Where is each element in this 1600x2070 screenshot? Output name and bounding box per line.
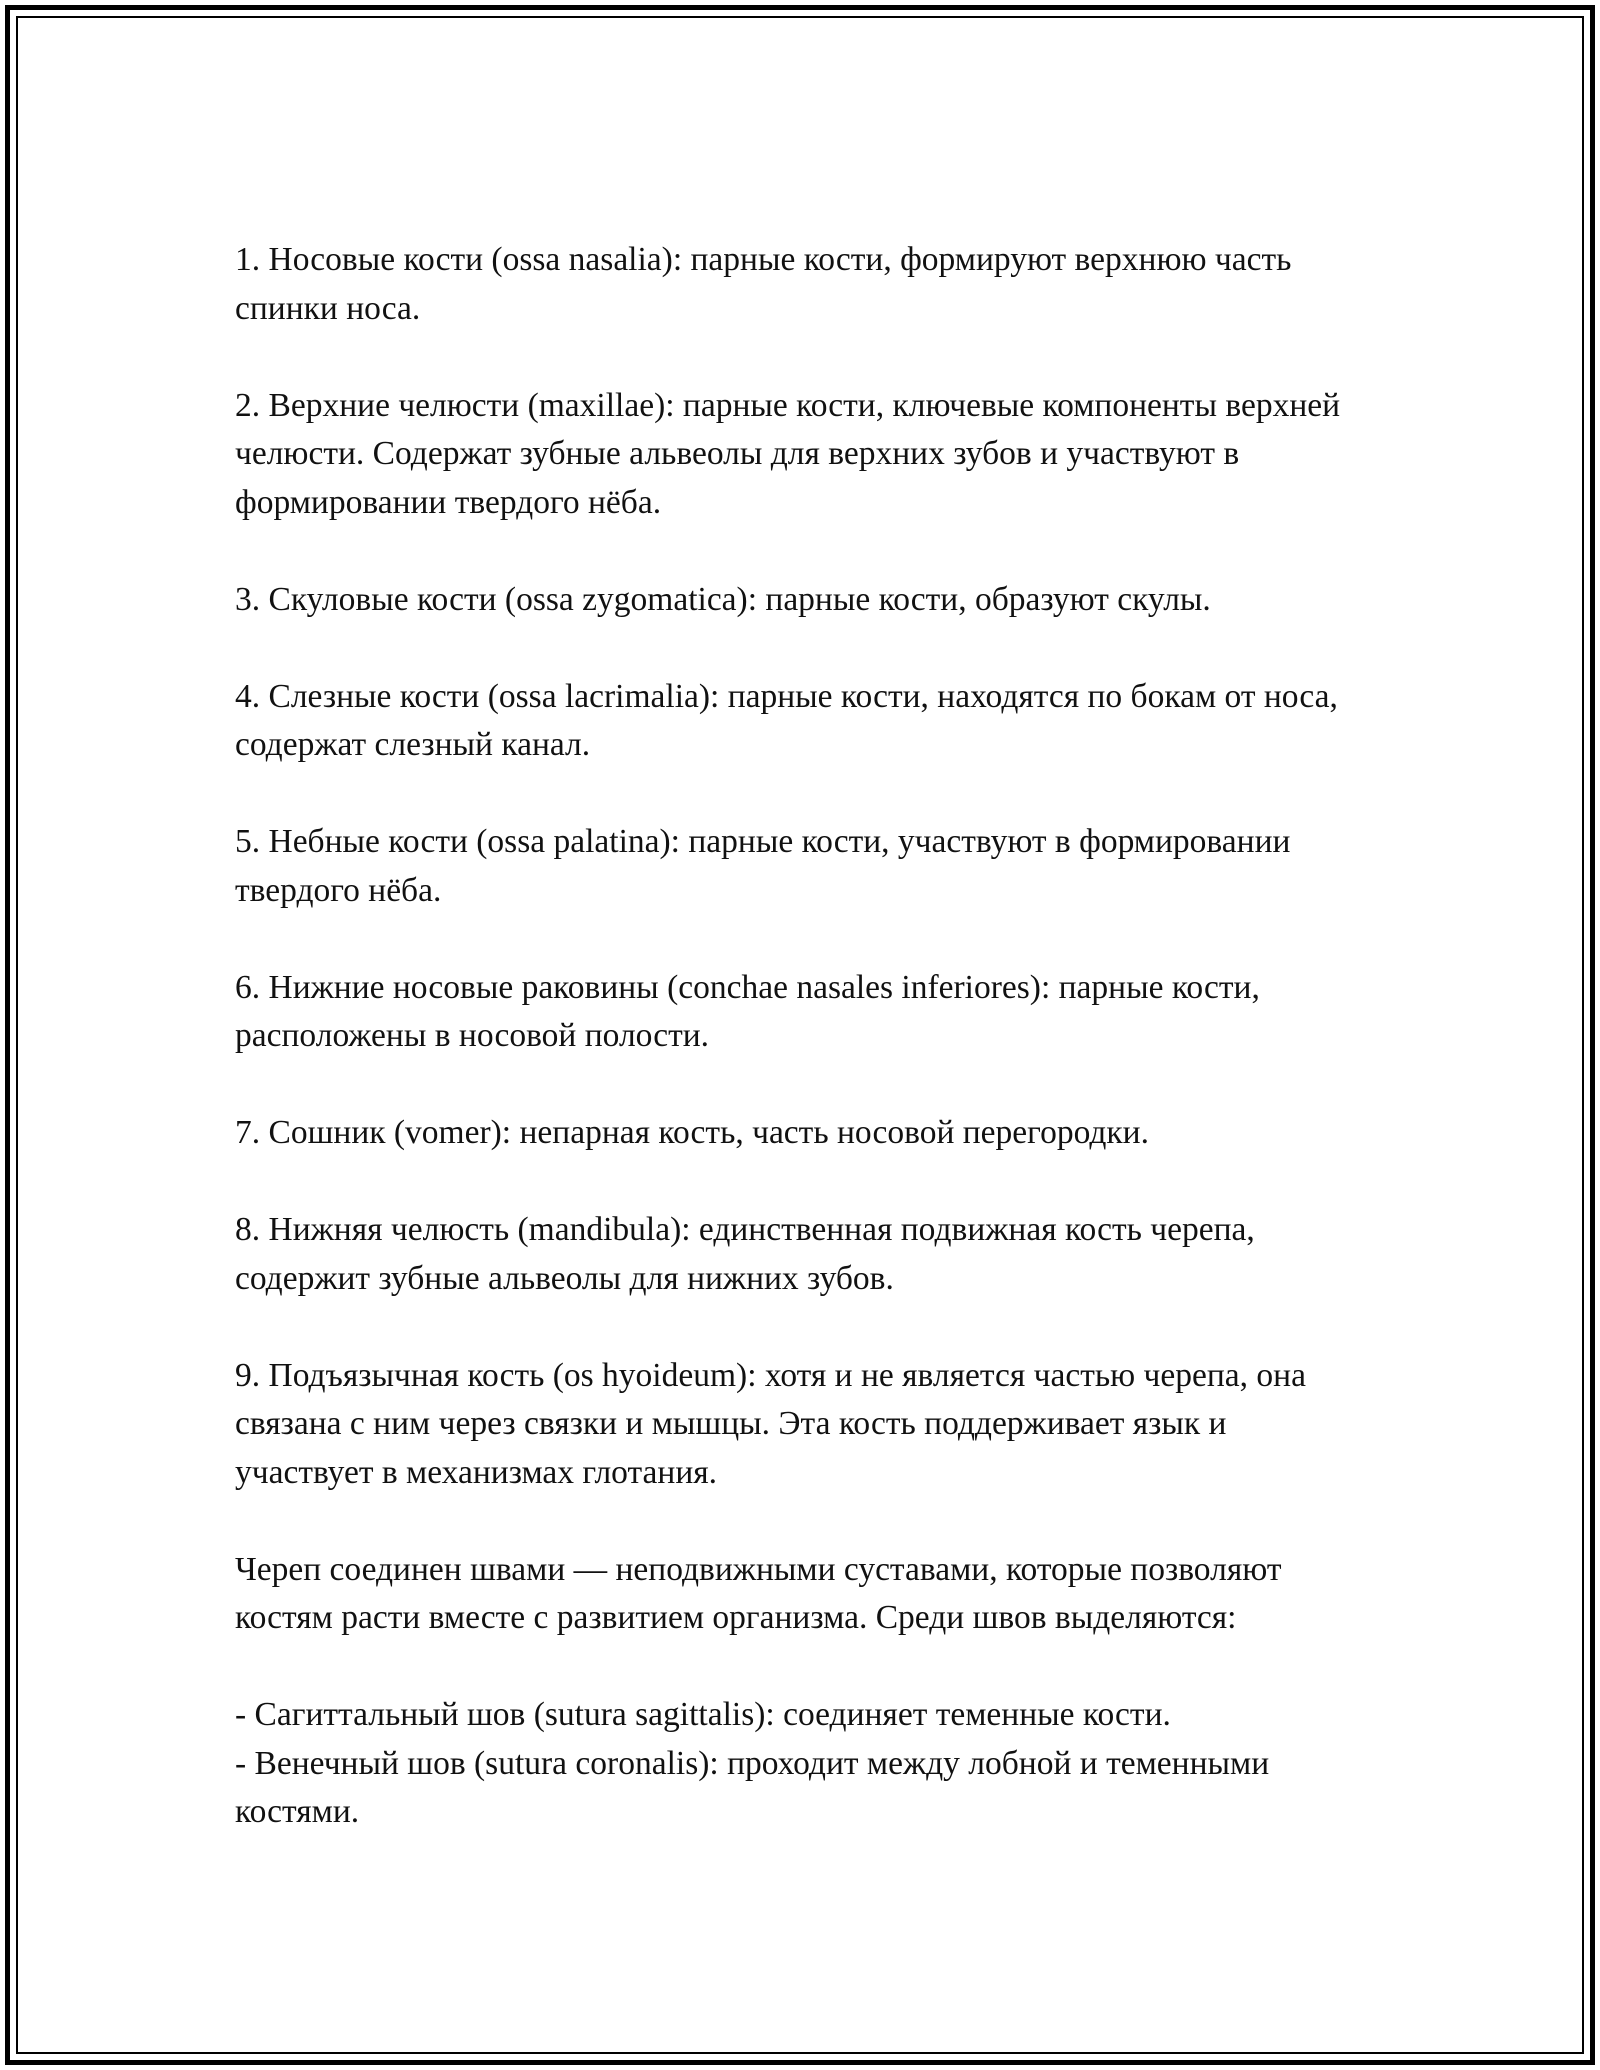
paragraph-mandible: 8. Нижняя челюсть (mandibula): единственная подвижная кость черепа, содержит зубные альвеолы для нижних зубов. (235, 1211, 1255, 1297)
paragraph-zygomatic-bones: 3. Скуловые кости (ossa zygomatica): парные кости, образуют скулы. (235, 580, 1211, 618)
document-body (235, 236, 1365, 1837)
paragraph-hyoid-bone: 9. Подъязычная кость (os hyoideum): хотя и не является частью черепа, она связана с ним через связки и мышцы. Эта кость поддерживает язык и участвует в механизмах глотания. (235, 1356, 1306, 1491)
paragraph-lacrimal-bones: 4. Слезные кости (ossa lacrimalia): парные кости, находятся по бокам от носа, содержат слезный канал. (235, 677, 1338, 763)
paragraph-maxillae: 2. Верхние челюсти (maxillae): парные кости, ключевые компоненты верхней челюсти. Содержат зубные альвеолы для верхних зубов и участвуют в формировании твердого нёба. (235, 386, 1341, 521)
paragraph-sutures-intro: Череп соединен швами — неподвижными суставами, которые позволяют костям расти вместе с развитием организма. Среди швов выделяются: (235, 1550, 1282, 1636)
paragraph-palatine-bones: 5. Небные кости (ossa palatina): парные кости, участвуют в формировании твердого нёба. (235, 823, 1291, 909)
paragraph-nasal-bones: 1. Носовые кости (ossa nasalia): парные кости, формируют верхнюю часть спинки носа. (235, 241, 1292, 327)
paragraph-vomer: 7. Сошник (vomer): непарная кость, часть носовой перегородки. (235, 1114, 1149, 1151)
paragraph-inferior-conchae: 6. Нижние носовые раковины (conchae nasales inferiores): парные кости, расположены в носовой полости. (235, 968, 1260, 1054)
list-item-coronal-suture: - Венечный шов (sutura coronalis): проходит между лобной и теменными костями. (235, 1744, 1270, 1830)
list-item-sagittal-suture: - Сагиттальный шов (sutura sagittalis): соединяет теменные кости. (235, 1696, 1171, 1733)
